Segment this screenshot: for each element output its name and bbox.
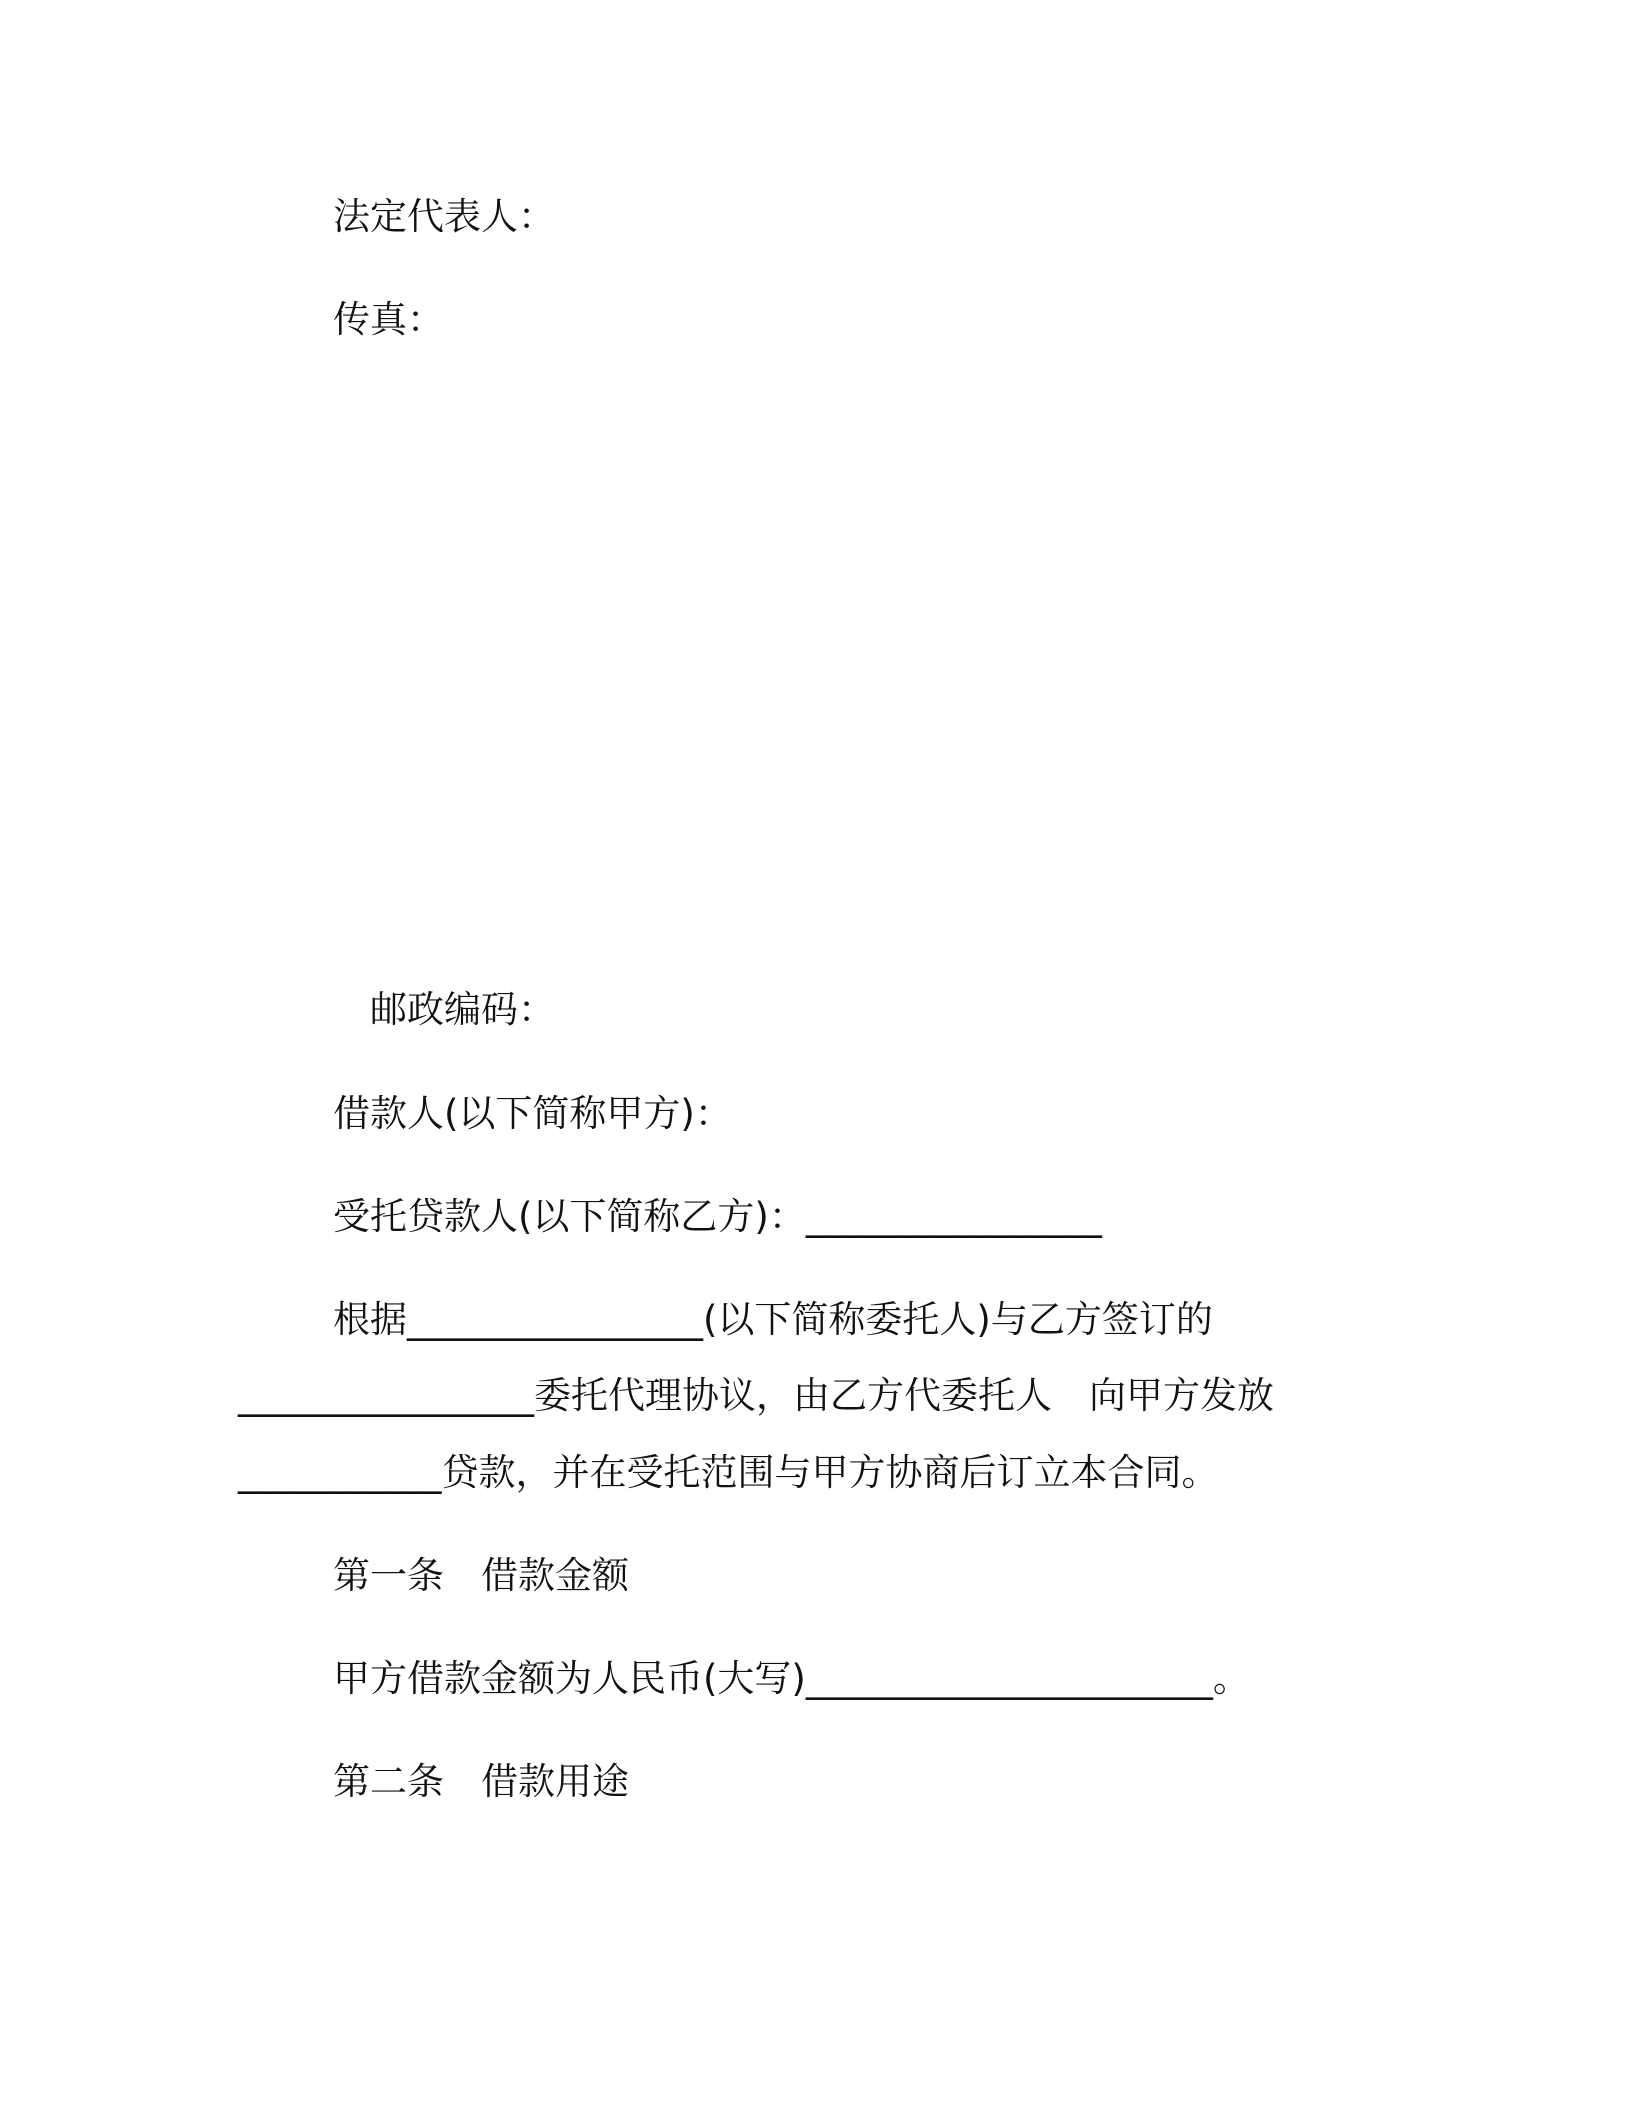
lender-label: 受托贷款人(以下简称乙方)：________________	[333, 1195, 1102, 1238]
postal-code-label: 邮政编码：	[370, 988, 555, 1031]
fax-label: 传真：	[333, 298, 444, 341]
article-1-body: 甲方借款金额为人民币(大写)______________________。	[333, 1657, 1250, 1700]
preamble-line-1: 根据________________(以下简称委托人)与乙方签订的	[333, 1298, 1213, 1341]
article-1-heading: 第一条 借款金额	[333, 1554, 629, 1597]
preamble-line-2: ________________委托代理协议，由乙方代委托人 向甲方发放	[238, 1374, 1274, 1417]
legal-representative-label: 法定代表人：	[333, 195, 555, 238]
article-2-heading: 第二条 借款用途	[333, 1760, 629, 1803]
preamble-line-3: ___________贷款，并在受托范围与甲方协商后订立本合同。	[238, 1451, 1219, 1494]
borrower-label: 借款人(以下简称甲方)：	[333, 1092, 732, 1135]
